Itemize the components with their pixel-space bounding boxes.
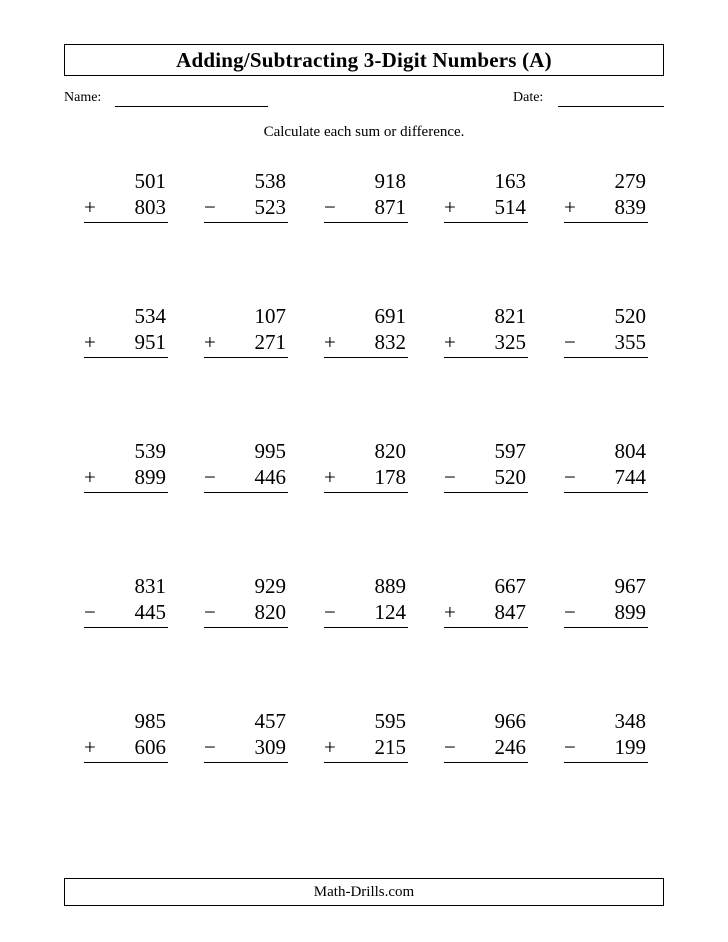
operator-symbol: − — [444, 735, 456, 759]
problem — [84, 573, 168, 628]
operand-bottom: 271 — [254, 330, 286, 354]
operand-bottom: 839 — [614, 195, 646, 219]
operand-bottom-line — [204, 599, 288, 628]
problem — [444, 438, 528, 493]
operator-symbol: + — [324, 330, 336, 354]
problem — [204, 438, 288, 493]
operator-symbol: + — [444, 330, 456, 354]
operator-symbol: + — [84, 735, 96, 759]
operator-symbol: − — [84, 600, 96, 624]
operand-bottom: 606 — [134, 735, 166, 759]
problem-cell — [424, 438, 544, 573]
problem — [324, 438, 408, 493]
problem-cell — [304, 573, 424, 708]
operator-symbol: + — [84, 195, 96, 219]
operator-symbol: + — [324, 735, 336, 759]
operator-symbol: − — [564, 600, 576, 624]
operand-bottom-line — [444, 464, 528, 493]
operand-bottom-line — [564, 329, 648, 358]
operand-bottom-line — [444, 329, 528, 358]
problem-cell — [184, 708, 304, 843]
problem-cell — [544, 168, 664, 303]
operand-bottom-line — [324, 734, 408, 763]
operand-bottom: 820 — [254, 600, 286, 624]
problem — [84, 168, 168, 223]
operand-bottom: 309 — [254, 735, 286, 759]
operand-bottom-line — [84, 464, 168, 493]
operand-bottom-line — [324, 599, 408, 628]
operand-bottom-line — [324, 464, 408, 493]
footer-attribution: Math-Drills.com — [313, 883, 415, 900]
problem-cell — [64, 573, 184, 708]
operand-bottom-line — [324, 194, 408, 223]
operand-bottom-line — [564, 599, 648, 628]
problem — [324, 708, 408, 763]
operand-top: 539 — [134, 439, 166, 463]
operand-bottom: 445 — [134, 600, 166, 624]
problem — [204, 303, 288, 358]
problem — [564, 708, 648, 763]
page-title: Adding/Subtracting 3-Digit Numbers (A) — [176, 47, 552, 72]
operand-bottom: 744 — [614, 465, 646, 489]
operator-symbol: − — [204, 600, 216, 624]
operand-top: 520 — [614, 304, 646, 328]
operand-bottom-line — [564, 194, 648, 223]
operand-bottom-line — [444, 599, 528, 628]
problem — [564, 303, 648, 358]
operand-top: 667 — [494, 574, 526, 598]
problem — [84, 303, 168, 358]
operator-symbol: − — [204, 735, 216, 759]
operand-bottom: 871 — [374, 195, 406, 219]
problem-row — [64, 438, 664, 573]
operator-symbol: − — [444, 465, 456, 489]
operand-bottom: 355 — [614, 330, 646, 354]
operand-bottom: 832 — [374, 330, 406, 354]
problem — [564, 573, 648, 628]
problem-row — [64, 573, 664, 708]
problem-cell — [304, 438, 424, 573]
operator-symbol: + — [84, 330, 96, 354]
operand-bottom: 124 — [374, 600, 406, 624]
operator-symbol: + — [84, 465, 96, 489]
problem-cell — [304, 708, 424, 843]
problem-cell — [184, 168, 304, 303]
operator-symbol: + — [564, 195, 576, 219]
problem — [444, 573, 528, 628]
operand-top: 831 — [134, 574, 166, 598]
operand-top: 597 — [494, 439, 526, 463]
operand-bottom-line — [324, 329, 408, 358]
problem — [444, 708, 528, 763]
problem-cell — [184, 573, 304, 708]
operator-symbol: − — [204, 465, 216, 489]
operator-symbol: − — [324, 600, 336, 624]
problem-cell — [64, 303, 184, 438]
problem — [444, 168, 528, 223]
name-label: Name: — [64, 90, 102, 105]
operand-top: 821 — [494, 304, 526, 328]
operand-top: 918 — [374, 169, 406, 193]
name-input-line[interactable] — [115, 106, 268, 107]
operand-bottom-line — [204, 734, 288, 763]
operand-top: 534 — [134, 304, 166, 328]
name-date-row — [64, 90, 664, 110]
problem — [324, 168, 408, 223]
problem-cell — [424, 303, 544, 438]
operand-bottom: 215 — [374, 735, 406, 759]
problem-cell — [184, 438, 304, 573]
operand-bottom: 520 — [494, 465, 526, 489]
operand-bottom: 899 — [614, 600, 646, 624]
operand-top: 967 — [614, 574, 646, 598]
problem-cell — [184, 303, 304, 438]
problem-cell — [544, 303, 664, 438]
operand-bottom: 899 — [134, 465, 166, 489]
operand-top: 595 — [374, 709, 406, 733]
date-input-line[interactable] — [558, 106, 664, 107]
operand-bottom-line — [564, 734, 648, 763]
problem-row — [64, 708, 664, 843]
problem-cell — [64, 438, 184, 573]
problem-grid — [64, 168, 664, 843]
operand-bottom-line — [84, 194, 168, 223]
operand-top: 279 — [614, 169, 646, 193]
problem-row — [64, 168, 664, 303]
footer-box — [64, 878, 664, 906]
problem-cell — [304, 168, 424, 303]
operand-bottom: 446 — [254, 465, 286, 489]
problem-cell — [424, 168, 544, 303]
operand-bottom: 325 — [494, 330, 526, 354]
problem — [84, 438, 168, 493]
operand-top: 804 — [614, 439, 646, 463]
problem — [84, 708, 168, 763]
operator-symbol: + — [204, 330, 216, 354]
operand-bottom-line — [444, 734, 528, 763]
operand-top: 501 — [134, 169, 166, 193]
operand-bottom: 951 — [134, 330, 166, 354]
operand-bottom: 803 — [134, 195, 166, 219]
operator-symbol: − — [324, 195, 336, 219]
operand-top: 820 — [374, 439, 406, 463]
operand-bottom: 847 — [494, 600, 526, 624]
operand-top: 107 — [254, 304, 286, 328]
operand-top: 348 — [614, 709, 646, 733]
problem — [564, 438, 648, 493]
operand-top: 163 — [494, 169, 526, 193]
operand-bottom-line — [204, 329, 288, 358]
problem — [204, 708, 288, 763]
title-box — [64, 44, 664, 76]
operand-top: 889 — [374, 574, 406, 598]
operand-bottom-line — [84, 329, 168, 358]
operator-symbol: − — [204, 195, 216, 219]
problem — [564, 168, 648, 223]
problem-cell — [64, 708, 184, 843]
problem-cell — [544, 573, 664, 708]
operator-symbol: + — [324, 465, 336, 489]
date-label: Date: — [513, 90, 544, 105]
operator-symbol: + — [444, 600, 456, 624]
problem-cell — [424, 573, 544, 708]
problem-row — [64, 303, 664, 438]
problem-cell — [544, 708, 664, 843]
operand-top: 985 — [134, 709, 166, 733]
operand-top: 457 — [254, 709, 286, 733]
operator-symbol: + — [444, 195, 456, 219]
operand-bottom-line — [204, 464, 288, 493]
operator-symbol: − — [564, 735, 576, 759]
problem — [324, 573, 408, 628]
operand-top: 691 — [374, 304, 406, 328]
operand-top: 966 — [494, 709, 526, 733]
problem — [324, 303, 408, 358]
problem — [204, 168, 288, 223]
operator-symbol: − — [564, 330, 576, 354]
operand-bottom-line — [84, 599, 168, 628]
problem-cell — [424, 708, 544, 843]
operand-top: 995 — [254, 439, 286, 463]
operand-top: 538 — [254, 169, 286, 193]
operand-bottom: 199 — [614, 735, 646, 759]
operand-top: 929 — [254, 574, 286, 598]
operand-bottom-line — [84, 734, 168, 763]
operand-bottom-line — [204, 194, 288, 223]
operand-bottom-line — [564, 464, 648, 493]
operand-bottom-line — [444, 194, 528, 223]
operator-symbol: − — [564, 465, 576, 489]
instructions-text: Calculate each sum or difference. — [263, 124, 465, 140]
problem-cell — [544, 438, 664, 573]
problem — [444, 303, 528, 358]
problem-cell — [304, 303, 424, 438]
operand-bottom: 246 — [494, 735, 526, 759]
operand-bottom: 514 — [494, 195, 526, 219]
problem-cell — [64, 168, 184, 303]
operand-bottom: 178 — [374, 465, 406, 489]
problem — [204, 573, 288, 628]
operand-bottom: 523 — [254, 195, 286, 219]
